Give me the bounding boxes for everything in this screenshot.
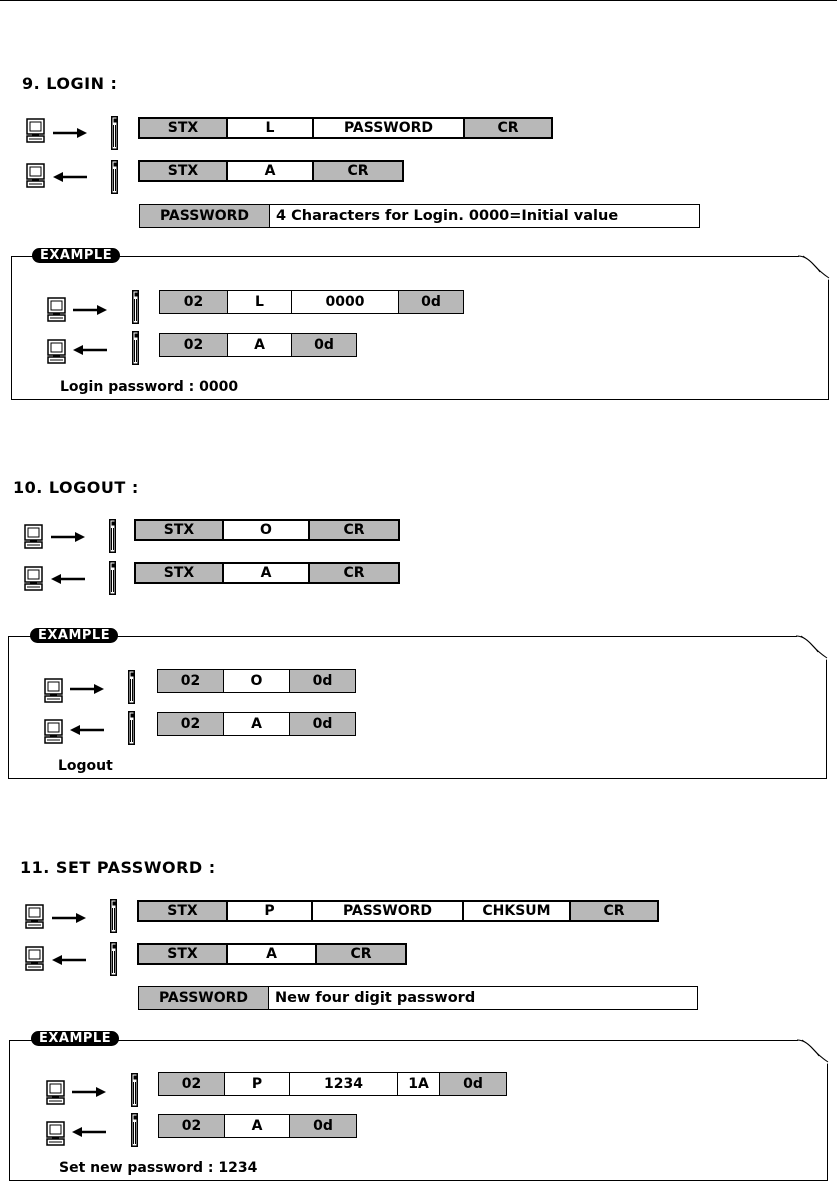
frame-field: P — [225, 1073, 290, 1095]
frame-field: PASSWORD — [313, 902, 464, 920]
device-icon — [111, 160, 118, 194]
set-password-param-table — [138, 986, 698, 1010]
computer-icon — [24, 524, 43, 549]
frame-field: CR — [310, 521, 398, 539]
frame-field: STX — [139, 945, 228, 963]
computer-icon — [44, 678, 63, 703]
arrow-right-icon — [72, 1087, 106, 1097]
arrow-left-icon — [51, 574, 85, 584]
frame-field: A — [228, 162, 314, 180]
device-icon — [109, 519, 116, 553]
set-password-example-send-frame — [158, 1072, 507, 1096]
frame-field: 02 — [159, 1115, 225, 1137]
frame-field: A — [228, 334, 292, 356]
param-description: New four digit password — [269, 987, 697, 1009]
frame-field: P — [228, 902, 313, 920]
device-icon — [110, 942, 117, 976]
frame-field: STX — [136, 564, 224, 582]
computer-icon — [26, 163, 45, 188]
frame-field: 02 — [158, 670, 224, 692]
computer-icon — [47, 339, 66, 364]
param-description: 4 Characters for Login. 0000=Initial value — [270, 205, 699, 227]
section-heading-set-password: 11. SET PASSWORD : — [20, 858, 216, 877]
frame-field: 02 — [158, 713, 224, 735]
frame-field: O — [224, 670, 290, 692]
page-fold-icon — [796, 634, 828, 660]
frame-field: CHKSUM — [464, 902, 571, 920]
frame-field: STX — [140, 162, 228, 180]
computer-icon — [47, 297, 66, 322]
login-example-send-frame — [159, 290, 464, 314]
param-name: PASSWORD — [139, 987, 269, 1009]
section-heading-login: 9. LOGIN : — [22, 74, 118, 93]
frame-field: 0d — [399, 291, 463, 313]
frame-field: CR — [314, 162, 402, 180]
device-icon — [111, 116, 118, 150]
example-caption: Logout — [58, 758, 113, 774]
param-name: PASSWORD — [140, 205, 270, 227]
set-password-send-frame — [137, 900, 659, 922]
page-top-rule — [0, 0, 837, 1]
logout-send-frame — [134, 519, 400, 541]
frame-field: STX — [139, 902, 228, 920]
device-icon — [131, 1073, 138, 1107]
frame-field: A — [225, 1115, 290, 1137]
device-icon — [131, 1113, 138, 1147]
device-icon — [132, 331, 139, 365]
frame-field: 0000 — [292, 291, 399, 313]
device-icon — [109, 561, 116, 595]
frame-field: PASSWORD — [314, 119, 465, 137]
device-icon — [128, 711, 135, 745]
arrow-left-icon — [72, 1127, 106, 1137]
login-param-table — [139, 204, 700, 228]
frame-field: CR — [465, 119, 551, 137]
logout-example-send-frame — [157, 669, 356, 693]
frame-field: L — [228, 291, 292, 313]
arrow-right-icon — [52, 913, 86, 923]
frame-field: CR — [571, 902, 657, 920]
computer-icon — [46, 1080, 65, 1105]
frame-field: A — [224, 713, 290, 735]
computer-icon — [26, 118, 45, 143]
arrow-right-icon — [73, 305, 107, 315]
frame-field: 02 — [160, 291, 228, 313]
page-fold-icon — [797, 1038, 829, 1064]
computer-icon — [25, 946, 44, 971]
example-caption: Set new password : 1234 — [59, 1160, 258, 1176]
example-caption: Login password : 0000 — [60, 379, 239, 395]
frame-field: L — [228, 119, 314, 137]
login-send-frame — [138, 117, 553, 139]
frame-field: CR — [310, 564, 398, 582]
page-fold-icon — [798, 254, 830, 280]
arrow-right-icon — [51, 532, 85, 542]
example-badge: EXAMPLE — [32, 248, 120, 263]
arrow-right-icon — [70, 684, 104, 694]
device-icon — [132, 290, 139, 324]
frame-field: 0d — [290, 1115, 356, 1137]
set-password-example-reply-frame — [158, 1114, 357, 1138]
arrow-right-icon — [53, 128, 87, 138]
frame-field: O — [224, 521, 310, 539]
frame-field: 02 — [159, 1073, 225, 1095]
frame-field: 0d — [290, 670, 355, 692]
frame-field: 0d — [440, 1073, 506, 1095]
logout-reply-frame — [134, 562, 400, 584]
frame-field: A — [224, 564, 310, 582]
login-example-reply-frame — [159, 333, 357, 357]
arrow-left-icon — [73, 345, 107, 355]
frame-field: 0d — [292, 334, 356, 356]
computer-icon — [25, 904, 44, 929]
arrow-left-icon — [70, 725, 104, 735]
device-icon — [128, 670, 135, 704]
example-badge: EXAMPLE — [30, 628, 118, 643]
computer-icon — [44, 719, 63, 744]
computer-icon — [46, 1121, 65, 1146]
frame-field: 1234 — [290, 1073, 398, 1095]
frame-field: 0d — [290, 713, 355, 735]
frame-field: STX — [136, 521, 224, 539]
arrow-left-icon — [53, 172, 87, 182]
device-icon — [110, 899, 117, 933]
arrow-left-icon — [52, 955, 86, 965]
section-heading-logout: 10. LOGOUT : — [13, 478, 139, 497]
example-badge: EXAMPLE — [31, 1031, 119, 1046]
logout-example-box — [8, 636, 827, 779]
frame-field: A — [228, 945, 317, 963]
frame-field: CR — [317, 945, 405, 963]
computer-icon — [24, 566, 43, 591]
logout-example-reply-frame — [157, 712, 356, 736]
login-reply-frame — [138, 160, 404, 182]
frame-field: 1A — [398, 1073, 440, 1095]
set-password-reply-frame — [137, 943, 407, 965]
frame-field: STX — [140, 119, 228, 137]
frame-field: 02 — [160, 334, 228, 356]
